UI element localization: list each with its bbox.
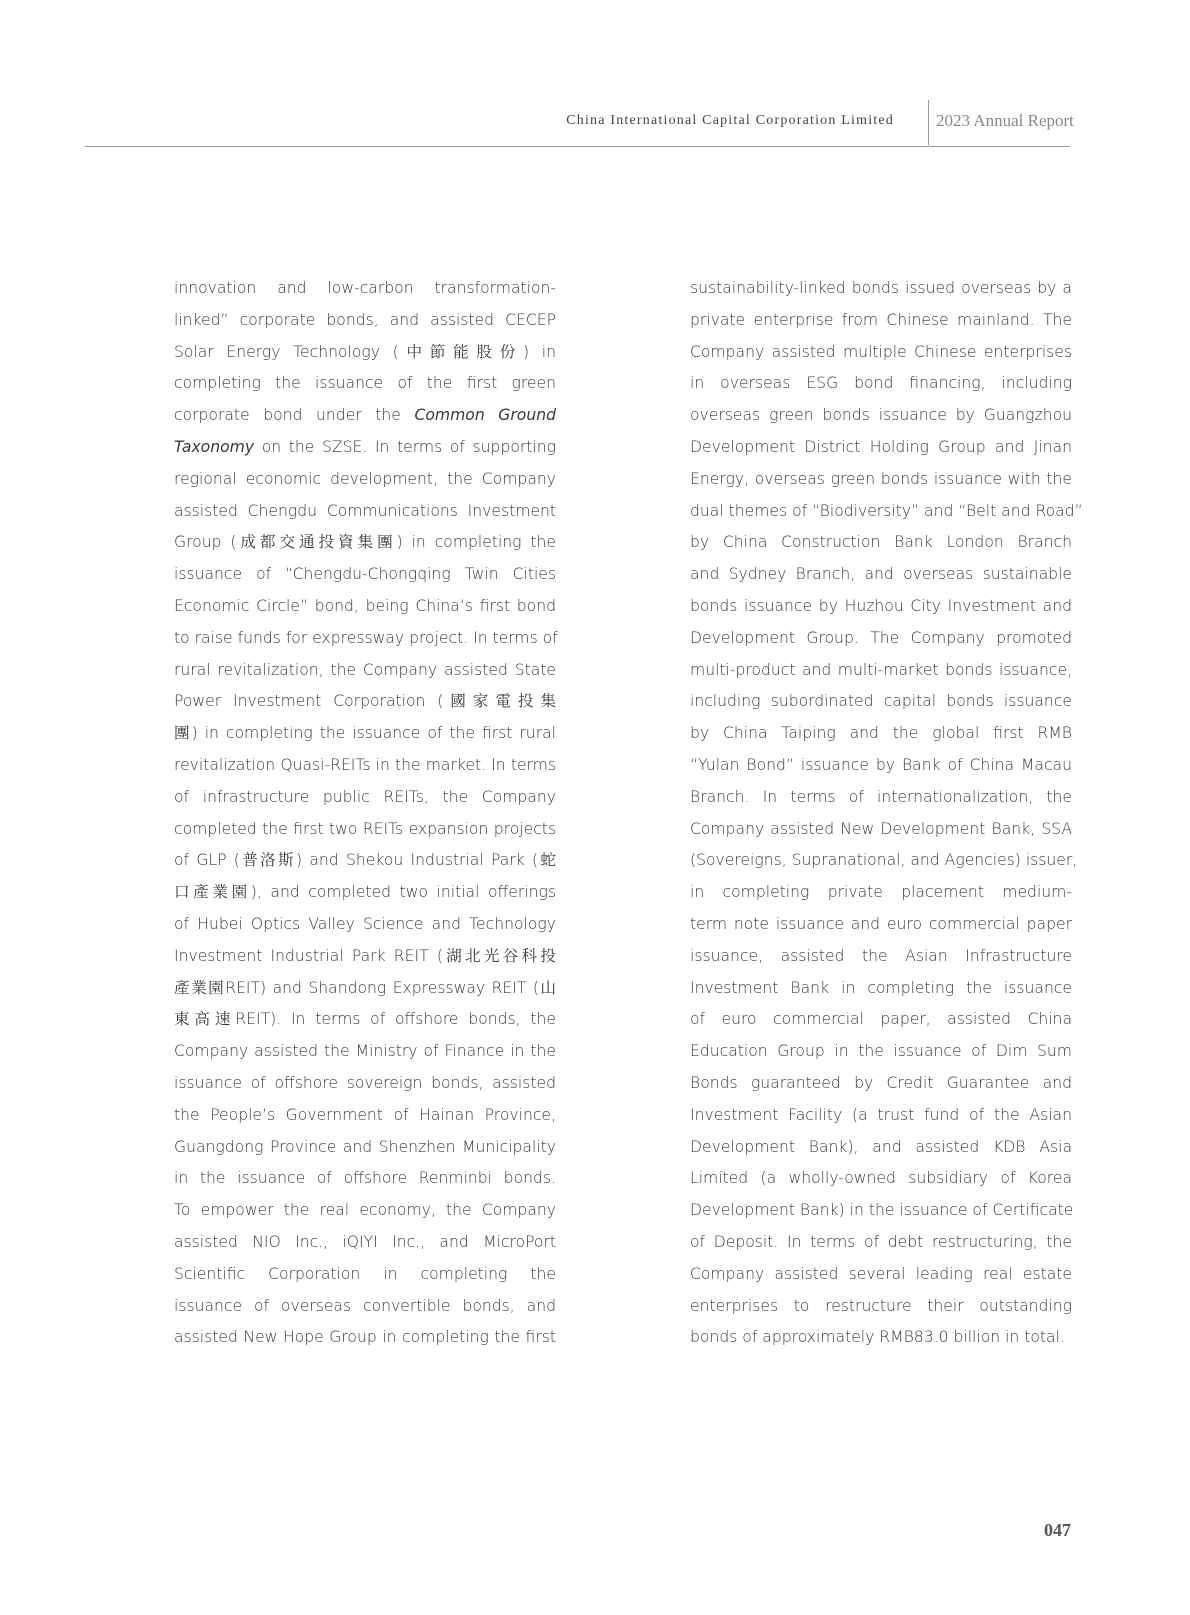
text-line: overseas green bonds issuance by Guangzhou	[690, 406, 1072, 425]
text-line: of Deposit. In terms of debt restructuring, the	[690, 1232, 1072, 1251]
text-line: Branch. In terms of internationalization, the	[690, 787, 1072, 806]
text-line: Development District Holding Group and Jinan	[690, 437, 1072, 456]
text-line: Development Bank) in the issuance of Certificate	[690, 1201, 1074, 1220]
text-line: Investment Industrial Park REIT (湖北光谷科投	[174, 946, 556, 965]
text-line: Company assisted several leading real estate	[690, 1264, 1072, 1283]
text-line: dual themes of “Biodiversity” and “Belt and Road”	[690, 501, 1083, 520]
text-line: the People’s Government of Hainan Province,	[174, 1105, 556, 1124]
text-line: Solar Energy Technology (中節能股份) in	[174, 342, 556, 361]
text-line: 口產業園), and completed two initial offerings	[174, 883, 556, 902]
page-number: 047	[1044, 1520, 1071, 1540]
text-segment: on the SZSE. In terms of supporting	[254, 437, 556, 456]
text-line: revitalization Quasi-REITs in the market. In terms	[174, 755, 556, 774]
text-line: issuance, assisted the Asian Infrastructure	[690, 946, 1072, 965]
text-line	[174, 432, 556, 464]
header-report-title: 2023 Annual Report	[936, 111, 1074, 130]
text-line: assisted New Hope Group in completing the first	[174, 1328, 556, 1347]
text-line: term note issuance and euro commercial paper	[690, 914, 1072, 933]
text-line: issuance of offshore sovereign bonds, assisted	[174, 1073, 556, 1092]
text-line: Power Investment Corporation (國家電投集	[174, 692, 556, 711]
text-line: in overseas ESG bond financing, including	[690, 374, 1072, 393]
text-line: Bonds guaranteed by Credit Guarantee and	[690, 1073, 1072, 1092]
text-line: Investment Bank in completing the issuance	[690, 978, 1072, 997]
text-line: and Sydney Branch, and overseas sustainable	[690, 565, 1072, 584]
text-line: Company assisted multiple Chinese enterprises	[690, 342, 1072, 361]
text-line: private enterprise from Chinese mainland. The	[690, 310, 1072, 329]
text-line: Scientific Corporation in completing the	[174, 1264, 556, 1283]
text-line: issuance of overseas convertible bonds, and	[174, 1296, 556, 1315]
text-line: bonds issuance by Huzhou City Investment and	[690, 596, 1072, 615]
text-line: of Hubei Optics Valley Science and Technology	[174, 914, 556, 933]
italic-title: Taxonomy	[174, 437, 255, 456]
text-line: issuance of “Chengdu-Chongqing Twin Cities	[174, 565, 556, 584]
text-segment: corporate bond under the	[174, 406, 415, 425]
header-separator	[928, 100, 929, 145]
header-rule	[85, 146, 1070, 147]
text-line: to raise funds for expressway project. In terms of	[174, 628, 558, 647]
text-line: Company assisted the Ministry of Finance in the	[174, 1042, 556, 1061]
text-line: Company assisted New Development Bank, SSA	[690, 819, 1072, 838]
text-line: 團) in completing the issuance of the first rural	[174, 724, 556, 743]
text-line: completing the issuance of the first green	[174, 374, 556, 393]
text-line: completed the first two REITs expansion projects	[174, 819, 556, 838]
left-text-column	[174, 273, 556, 1354]
text-line: Group (成都交通投資集團) in completing the	[174, 533, 556, 552]
text-line: Development Group. The Company promoted	[690, 628, 1072, 647]
text-line: multi-product and multi-market bonds issuance,	[690, 660, 1072, 679]
text-line: of euro commercial paper, assisted China	[690, 1010, 1072, 1029]
text-line: “Yulan Bond” issuance by Bank of China Macau	[690, 755, 1072, 774]
text-line: Guangdong Province and Shenzhen Municipality	[174, 1137, 556, 1156]
text-line: regional economic development, the Company	[174, 469, 556, 488]
text-line: assisted Chengdu Communications Investment	[174, 501, 556, 520]
text-line: of infrastructure public REITs, the Company	[174, 787, 556, 806]
text-line: To empower the real economy, the Company	[174, 1201, 556, 1220]
text-line: 產業園REIT) and Shandong Expressway REIT (山	[174, 978, 556, 997]
right-text-column	[690, 273, 1083, 1354]
text-line: in the issuance of offshore Renminbi bonds.	[174, 1169, 556, 1188]
text-line: bonds of approximately RMB83.0 billion in total.	[690, 1328, 1065, 1347]
text-line: by China Construction Bank London Branch	[690, 533, 1072, 552]
text-line: Investment Facility (a trust fund of the Asian	[690, 1105, 1072, 1124]
text-line: sustainability-linked bonds issued overseas by a	[690, 279, 1072, 297]
text-line: of GLP (普洛斯) and Shekou Industrial Park (蛇	[174, 851, 556, 870]
text-line: (Sovereigns, Supranational, and Agencies) issuer,	[690, 851, 1078, 870]
text-line: rural revitalization, the Company assisted State	[174, 660, 556, 679]
text-line: Development Bank), and assisted KDB Asia	[690, 1137, 1072, 1156]
italic-title: Common Ground	[414, 406, 557, 425]
header-company-name: China International Capital Corporation Limited	[566, 113, 894, 128]
text-line: Education Group in the issuance of Dim Sum	[690, 1042, 1072, 1061]
text-line: assisted NIO Inc., iQIYI Inc., and MicroPort	[174, 1232, 556, 1251]
text-line: linked” corporate bonds, and assisted CECEP	[174, 310, 556, 329]
text-line	[174, 400, 556, 432]
text-line: Limited (a wholly-owned subsidiary of Korea	[690, 1169, 1072, 1188]
text-line: in completing private placement medium-	[690, 883, 1072, 902]
text-line: including subordinated capital bonds issuance	[690, 692, 1072, 711]
text-line: Economic Circle” bond, being China’s first bond	[174, 596, 556, 615]
text-line: 東高速REIT). In terms of offshore bonds, the	[174, 1010, 556, 1029]
text-line: innovation and low-carbon transformation-	[174, 279, 556, 297]
text-line: by China Taiping and the global first RMB	[690, 724, 1072, 743]
text-line: enterprises to restructure their outstanding	[690, 1296, 1072, 1315]
text-line: Energy, overseas green bonds issuance with the	[690, 469, 1072, 488]
